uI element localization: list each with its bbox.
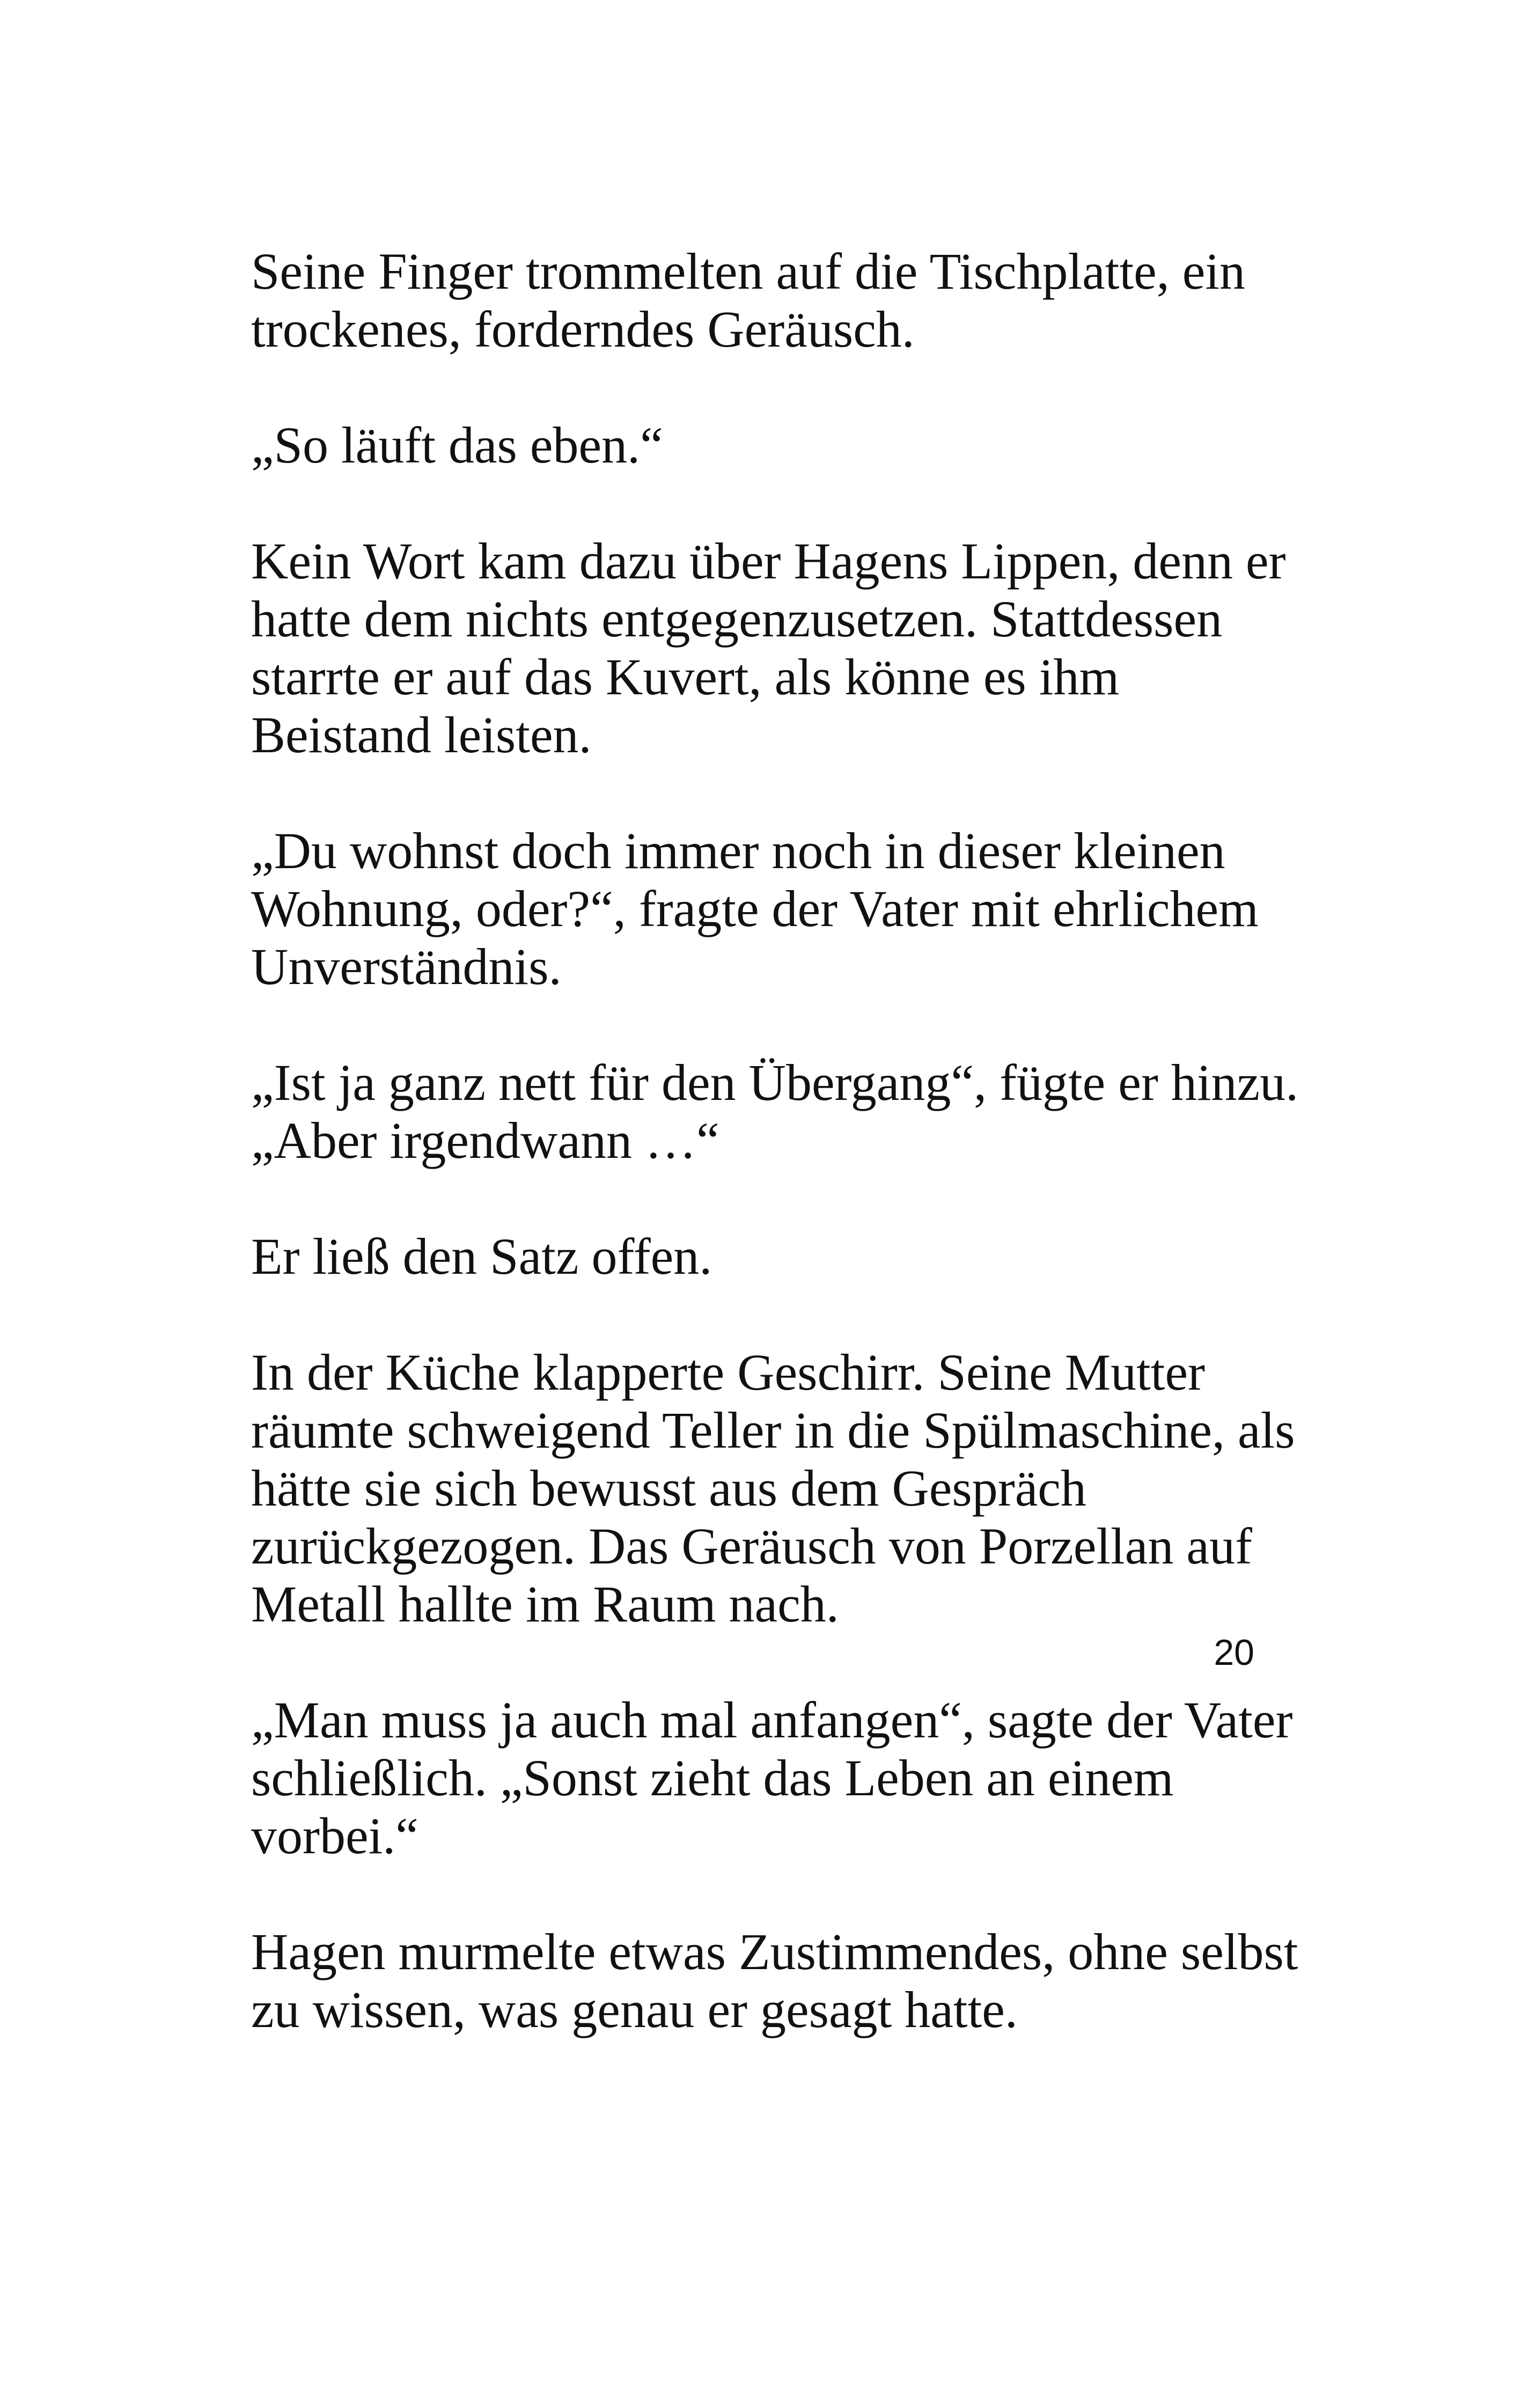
text-line: In der Küche klapperte Geschirr. Seine Mutter (251, 1344, 1206, 1401)
paragraph (251, 1691, 1303, 1865)
text-line: schließlich. „Sonst zieht das Leben an einem (251, 1749, 1174, 1807)
paragraph (251, 822, 1303, 996)
text-line: „Aber irgendwann …“ (251, 1112, 719, 1169)
paragraph (251, 1054, 1303, 1170)
paragraph (251, 243, 1303, 358)
text-line: vorbei.“ (251, 1807, 418, 1864)
text-line: Seine Finger trommelten auf die Tischplatte, ein (251, 243, 1246, 300)
text-line: „Man muss ja auch mal anfangen“, sagte der Vater (251, 1691, 1293, 1749)
text-line: trockenes, forderndes Geräusch. (251, 300, 915, 358)
text-line: Hagen murmelte etwas Zustimmendes, ohne selbst (251, 1923, 1298, 1980)
text-line: hätte sie sich bewusst aus dem Gespräch (251, 1459, 1086, 1517)
text-line: starrte er auf das Kuvert, als könne es ihm (251, 648, 1120, 706)
text-line: „Ist ja ganz nett für den Übergang“, fügte er hinzu. (251, 1054, 1299, 1111)
text-line: Wohnung, oder?“, fragte der Vater mit ehrlichem (251, 880, 1259, 937)
paragraph (251, 416, 1303, 474)
text-line: räumte schweigend Teller in die Spülmaschine, als (251, 1401, 1295, 1459)
text-line: „So läuft das eben.“ (251, 416, 663, 474)
text-line: Metall hallte im Raum nach. (251, 1575, 839, 1633)
text-line: Kein Wort kam dazu über Hagens Lippen, denn er (251, 532, 1286, 590)
paragraph (251, 532, 1303, 764)
text-line: hatte dem nichts entgegenzusetzen. Stattdessen (251, 590, 1223, 648)
body-text (251, 243, 1303, 2097)
paragraph (251, 1344, 1303, 1633)
text-line: Er ließ den Satz offen. (251, 1228, 712, 1285)
paragraph (251, 1923, 1303, 2039)
text-line: „Du wohnst doch immer noch in dieser kleinen (251, 822, 1225, 879)
text-line: zurückgezogen. Das Geräusch von Porzellan auf (251, 1517, 1252, 1575)
text-line: zu wissen, was genau er gesagt hatte. (251, 1981, 1018, 2038)
page-number: 20 (1214, 1632, 1254, 1673)
text-line: Beistand leisten. (251, 706, 592, 763)
paragraph (251, 1228, 1303, 1286)
text-line: Unverständnis. (251, 938, 562, 995)
